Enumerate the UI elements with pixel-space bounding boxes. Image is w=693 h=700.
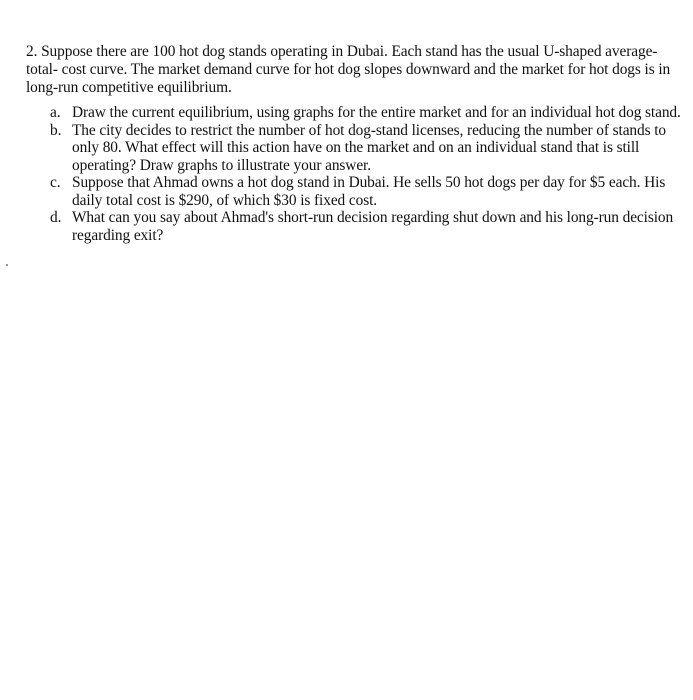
part-marker: a.	[50, 104, 61, 121]
part-text: The city decides to restrict the number of hot dog-stand licenses, reducing the number of stands to only 80. What effect will this action have on the market and on an individual stand that is still operating? Draw graphs to illustrate your answer.	[72, 121, 667, 174]
question-part-c	[26, 174, 688, 209]
part-text: What can you say about Ahmad's short-run decision regarding shut down and his long-run decision regarding exit?	[72, 209, 674, 244]
part-text: Suppose that Ahmad owns a hot dog stand in Dubai. He sells 50 hot dogs per day for $5 each. His daily total cost is $290, of which $30 is fixed cost.	[72, 174, 666, 209]
question-part-a	[26, 104, 688, 122]
part-marker: d.	[50, 209, 62, 226]
part-marker: c.	[50, 174, 61, 191]
question-part-b	[26, 122, 688, 175]
question-stem: 2. Suppose there are 100 hot dog stands operating in Dubai. Each stand has the usual U-shaped average-total- cost curve. The market demand curve for hot dog slopes downward and the market for hot dogs is in long-run competitive equilibrium.	[26, 43, 671, 96]
scan-speck	[6, 264, 8, 266]
question-part-d	[26, 209, 688, 244]
question-parts-list	[26, 104, 688, 244]
part-marker: b.	[50, 121, 62, 139]
part-text: Draw the current equilibrium, using graphs for the entire market and for an individual hot dog stand.	[72, 104, 681, 121]
question-block	[26, 43, 688, 244]
